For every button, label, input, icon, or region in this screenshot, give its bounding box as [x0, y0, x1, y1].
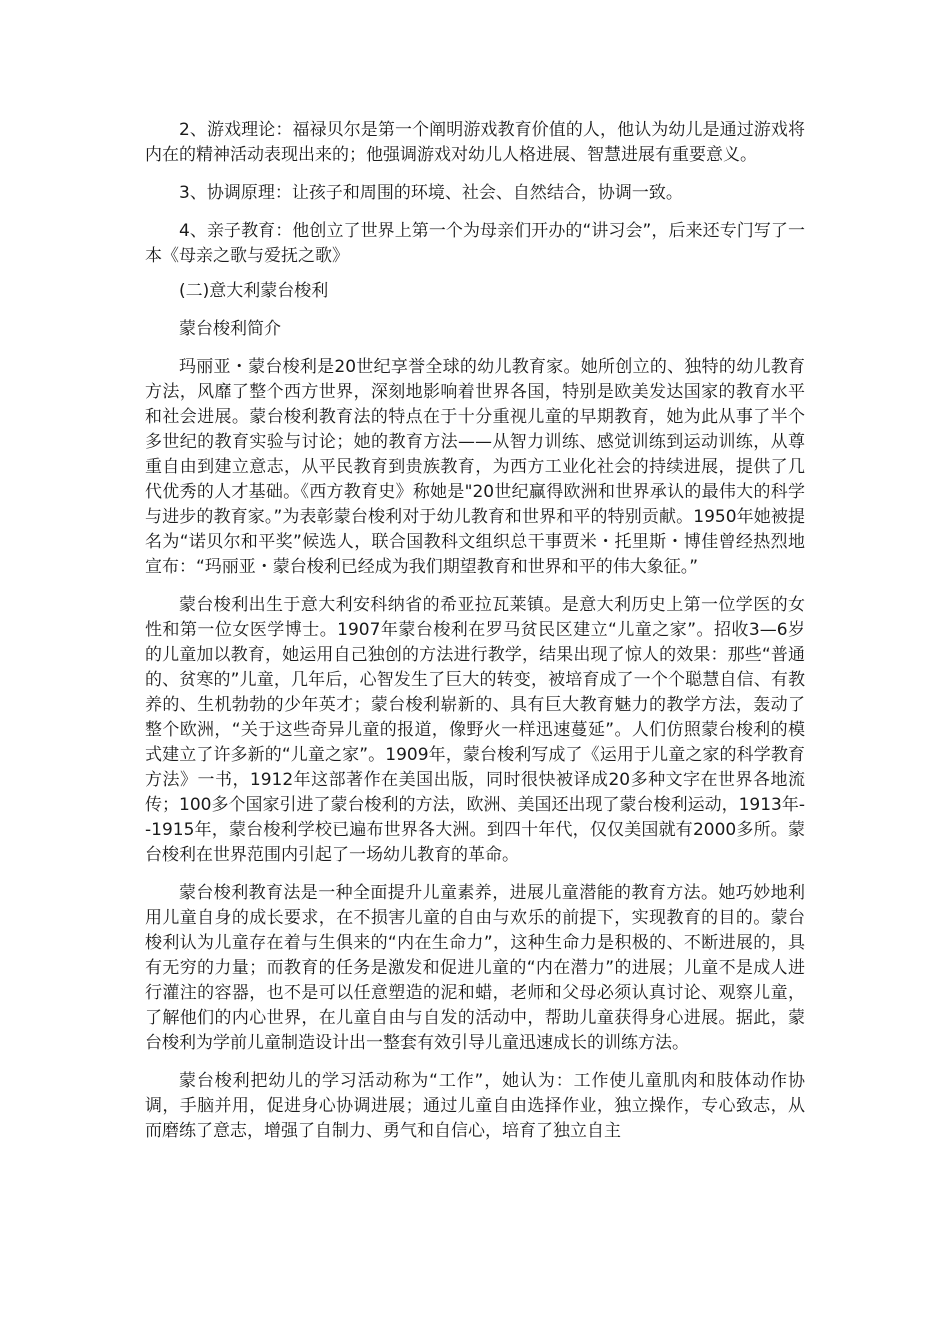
- paragraph-montessori-biography: 蒙台梭利出生于意大利安科纳省的希亚拉瓦莱镇。是意大利历史上第一位学医的女性和第一位女医学博士。1907年蒙台梭利在罗马贫民区建立“儿童之家”。招收3—6岁的儿童加以教育，她运用自己独创的方法进行教学，结果出现了惊人的效果：那些“普通的、贫寒的”儿童，几年后，心智发生了巨大的转变，被培育成了一个个聪慧自信、有教养的、生机勃勃的少年英才；蒙台梭利崭新的、具有巨大教育魅力的教学方法，轰动了整个欧洲，“关于这些奇异儿童的报道，像野火一样迅速蔓延”。人们仿照蒙台梭利的模式建立了许多新的“儿童之家”。1909年，蒙台梭利写成了《运用于儿童之家的科学教育方法》一书，1912年这部著作在美国出版，同时很快被译成20多种文字在世界各地流传；100多个国家引进了蒙台梭利的方法，欧洲、美国还出现了蒙台梭利运动，1913年--1915年，蒙台梭利学校已遍布世界各大洲。到四十年代，仅仅美国就有2000多所。蒙台梭利在世界范围内引起了一场幼儿教育的革命。: [145, 595, 805, 865]
- paragraph-montessori-overview: 玛丽亚・蒙台梭利是20世纪享誉全球的幼儿教育家。她所创立的、独特的幼儿教育方法，风靡了整个西方世界，深刻地影响着世界各国，特别是欧美发达国家的教育水平和社会进展。蒙台梭利教育法的特点在于十分重视儿童的早期教育，她为此从事了半个多世纪的教育实验与讨论；她的教育方法——从智力训练、感觉训练到运动训练，从尊重自由到建立意志，从平民教育到贵族教育，为西方工业化社会的持续进展，提供了几代优秀的人才基础。《西方教育史》称她是"20世纪赢得欧洲和世界承认的最伟大的科学与进步的教育家。”为表彰蒙台梭利对于幼儿教育和世界和平的特别贡献。1950年她被提名为“诺贝尔和平奖”候选人，联合国教科文组织总干事贾米・托里斯・博佳曾经热烈地宣布：“玛丽亚・蒙台梭利已经成为我们期望教育和世界和平的伟大象征。”: [145, 357, 805, 577]
- document-page: [145, 118, 805, 1144]
- paragraph-montessori-work: 蒙台梭利把幼儿的学习活动称为“工作”，她认为：工作使儿童肌肉和肢体动作协调，手脑并用，促进身心协调进展；通过儿童自由选择作业，独立操作，专心致志，从而磨练了意志，增强了自制力、勇气和自信心，培育了独立自主: [145, 1071, 805, 1141]
- paragraph-montessori-method: 蒙台梭利教育法是一种全面提升儿童素养，进展儿童潜能的教育方法。她巧妙地利用儿童自身的成长要求，在不损害儿童的自由与欢乐的前提下，实现教育的目的。蒙台梭利认为儿童存在着与生俱来的“内在生命力”，这种生命力是积极的、不断进展的，具有无穷的力量；而教育的任务是激发和促进儿童的“内在潜力”的进展；儿童不是成人进行灌注的容器，也不是可以任意塑造的泥和蜡，老师和父母必须认真讨论、观察儿童，了解他们的内心世界，在儿童自由与自发的活动中，帮助儿童获得身心进展。据此，蒙台梭利为学前儿童制造设计出一整套有效引导儿童迅速成长的训练方法。: [145, 883, 805, 1053]
- section-heading-montessori: (二)意大利蒙台梭利: [179, 281, 329, 301]
- paragraph-coordination-principle: 3、协调原理：让孩子和周围的环境、社会、自然结合，协调一致。: [179, 183, 683, 203]
- paragraph-game-theory: 2、游戏理论：福禄贝尔是第一个阐明游戏教育价值的人，他认为幼儿是通过游戏将内在的精神活动表现出来的；他强调游戏对幼儿人格进展、智慧进展有重要意义。: [145, 120, 805, 165]
- subheading-montessori-intro: 蒙台梭利简介: [179, 319, 281, 339]
- paragraph-parent-child-education: 4、亲子教育：他创立了世界上第一个为母亲们开办的“讲习会”，后来还专门写了一本《母亲之歌与爱抚之歌》: [145, 221, 805, 266]
